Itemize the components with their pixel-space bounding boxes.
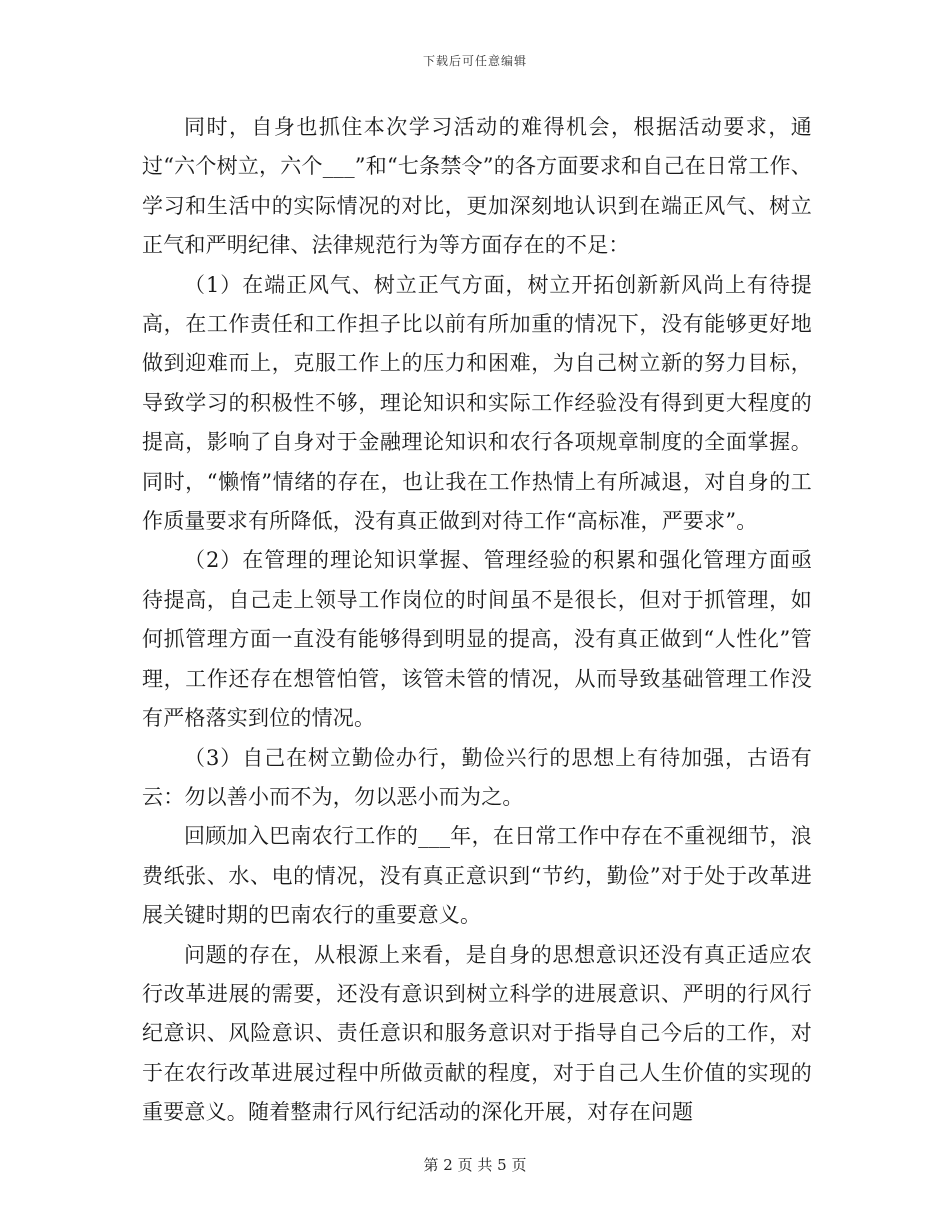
paragraph-root-cause: 问题的存在，从根源上来看，是自身的思想意识还没有真正适应农行改革进展的需要，还没有意识到树立科学的进展意识、严明的行风行纪意识、风险意识、责任意识和服务意识对于指导自己今后的工作，对于在农行改革进展过程中所做贡献的程度，对于自己人生价值的实现的重要意义。随着整肃行风行纪活动的深化开展，对存在问题: [142, 942, 812, 1125]
paragraph-review: 回顾加入巴南农行工作的___年，在日常工作中存在不重视细节，浪费纸张、水、电的情况，没有真正意识到“节约，勤俭”对于处于改革进展关键时期的巴南农行的重要意义。: [142, 824, 812, 928]
paragraph-item-1: （1）在端正风气、树立正气方面，树立开拓创新新风尚上有待提高，在工作责任和工作担子比以前有所加重的情况下，没有能够更好地做到迎难而上，克服工作上的压力和困难，为自己树立新的努力目标，导致学习的积极性不够，理论知识和实际工作经验没有得到更大程度的提高，影响了自身对于金融理论知识和农行各项规章制度的全面掌握。同时，“懒惰”情绪的存在，也让我在工作热情上有所减退，对自身的工作质量要求有所降低，没有真正做到对待工作“高标准，严要求”。: [142, 272, 812, 534]
document-body: [142, 108, 812, 1133]
page-footer-number: 第 2 页 共 5 页: [423, 1156, 527, 1174]
paragraph-item-3: （3）自己在树立勤俭办行，勤俭兴行的思想上有待加强，古语有云：勿以善小而不为，勿以恶小而为之。: [142, 745, 812, 809]
page-header-note: 下载后可任意编辑: [422, 54, 527, 68]
paragraph-item-2: （2）在管理的理论知识掌握、管理经验的积累和强化管理方面亟待提高，自己走上领导工作岗位的时间虽不是很长，但对于抓管理，如何抓管理方面一直没有能够得到明显的提高，没有真正做到“人性化”管理，工作还存在想管怕管，该管未管的情况，从而导致基础管理工作没有严格落实到位的情况。: [142, 548, 812, 731]
paragraph-intro: 同时，自身也抓住本次学习活动的难得机会，根据活动要求，通过“六个树立，六个___”和“七条禁令”的各方面要求和自己在日常工作、学习和生活中的实际情况的对比，更加深刻地认识到在端正风气、树立正气和严明纪律、法律规范行为等方面存在的不足：: [142, 115, 812, 258]
